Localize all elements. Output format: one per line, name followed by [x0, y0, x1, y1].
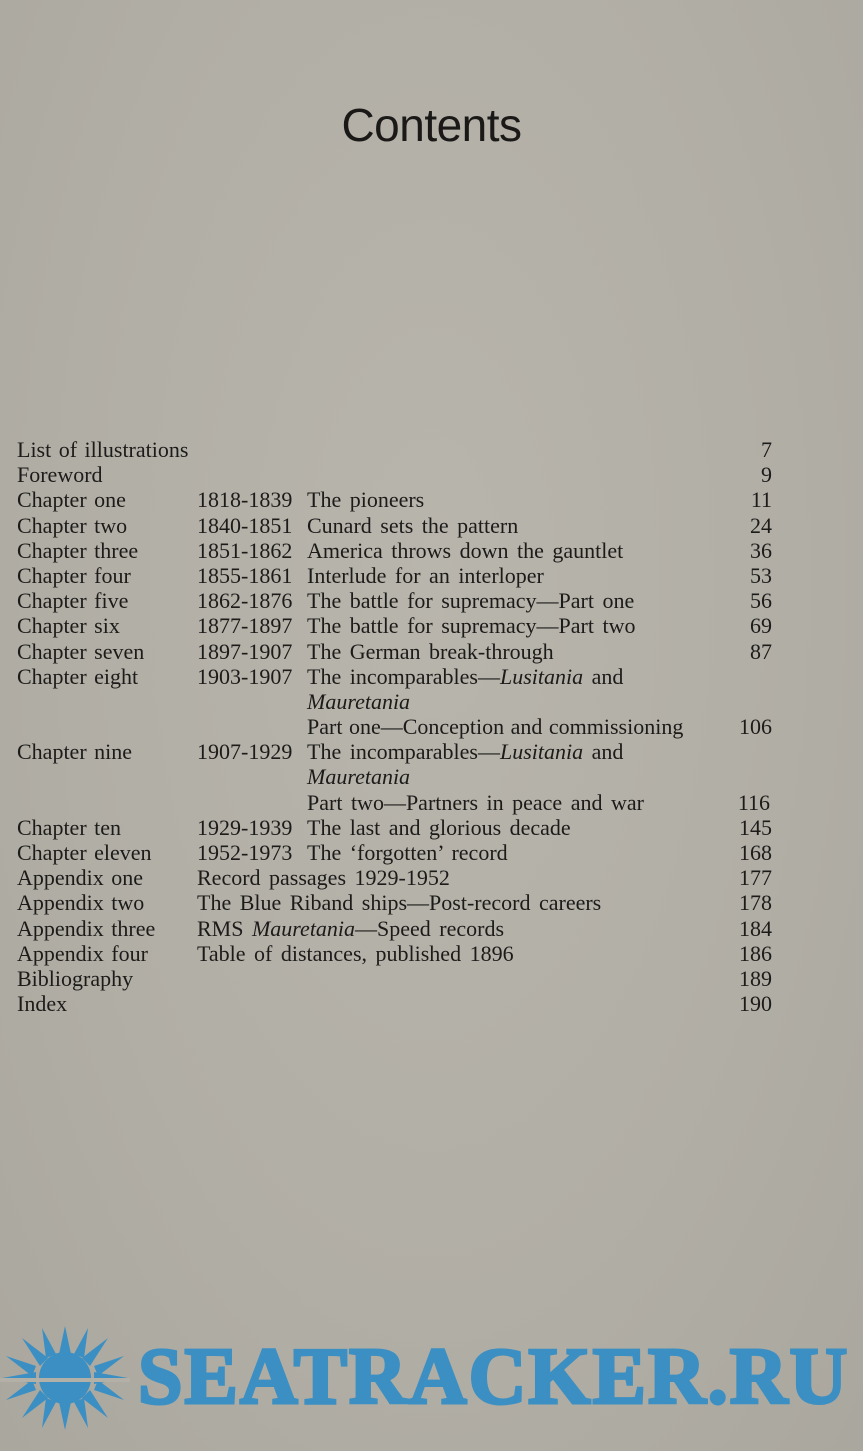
entry-years: 1862-1876	[197, 588, 293, 614]
entry-subtitle: Part one—Conception and commissioning	[307, 714, 684, 740]
entry-title-text: The incomparables—	[307, 739, 500, 765]
watermark	[0, 1320, 863, 1430]
entry-title-ship: Mauretania	[251, 915, 356, 941]
entry-title: Record passages 1929-1952	[197, 865, 450, 891]
toc-entry-chapter-six[interactable]	[17, 613, 772, 638]
entry-page: 53	[750, 562, 772, 588]
entry-label: Appendix three	[17, 915, 156, 941]
entry-page: 186	[739, 940, 772, 966]
toc-entry-appendix-three[interactable]	[17, 916, 772, 941]
toc-entry-foreword[interactable]	[17, 462, 772, 487]
entry-title: The ‘forgotten’ record	[307, 840, 508, 866]
entry-page: 56	[750, 588, 772, 614]
toc-entry-chapter-seven[interactable]	[17, 639, 772, 664]
entry-page: 168	[739, 840, 772, 866]
entry-years: 1903-1907	[197, 663, 293, 689]
entry-label: Appendix one	[17, 865, 144, 891]
entry-title-ship: Mauretania	[307, 688, 411, 714]
entry-title	[197, 916, 504, 941]
toc-entry-chapter-two[interactable]	[17, 513, 772, 538]
entry-years: 1929-1939	[197, 814, 293, 840]
entry-label: Chapter eight	[17, 663, 139, 689]
sun-logo-icon	[0, 1320, 130, 1430]
entry-page: 106	[739, 714, 772, 740]
entry-label: Chapter seven	[17, 638, 145, 664]
entry-label: Chapter two	[17, 512, 128, 538]
entry-title-text: and	[583, 739, 624, 765]
entry-title: The pioneers	[307, 487, 425, 513]
toc-entry-chapter-ten[interactable]	[17, 815, 772, 840]
entry-label: Chapter eleven	[17, 840, 152, 866]
entry-label: Chapter five	[17, 588, 129, 614]
entry-label: Bibliography	[17, 966, 134, 991]
entry-title: America throws down the gauntlet	[307, 537, 624, 563]
toc-entry-appendix-two[interactable]	[17, 890, 772, 915]
entry-label: Appendix four	[17, 940, 148, 966]
entry-label: Chapter six	[17, 613, 120, 639]
table-of-contents	[17, 437, 772, 1016]
entry-title-ship: Lusitania	[500, 739, 584, 765]
entry-title	[307, 664, 623, 689]
entry-title: The last and glorious decade	[307, 814, 571, 840]
page-title: Contents	[341, 99, 522, 151]
entry-label: Chapter four	[17, 562, 131, 588]
entry-page: 36	[750, 537, 772, 563]
entry-page: 178	[739, 890, 772, 916]
entry-title: Table of distances, published 1896	[197, 940, 514, 966]
entry-title	[307, 739, 623, 764]
entry-label: Foreword	[17, 462, 103, 488]
entry-title: The battle for supremacy—Part one	[307, 588, 635, 614]
toc-entry-chapter-eleven[interactable]	[17, 840, 772, 865]
entry-page: 189	[739, 966, 772, 991]
entry-page: 145	[739, 814, 772, 840]
entry-years: 1952-1973	[197, 840, 293, 866]
entry-label: Chapter ten	[17, 814, 122, 840]
entry-subtitle: Part two—Partners in peace and war	[307, 789, 644, 815]
entry-years: 1855-1861	[197, 562, 293, 588]
watermark-text: SEATRACKER.RU	[138, 1333, 850, 1421]
toc-entry-chapter-four[interactable]	[17, 563, 772, 588]
entry-page: 190	[739, 991, 772, 1017]
entry-page: 116	[737, 789, 770, 815]
entry-years: 1851-1862	[197, 537, 293, 563]
toc-entry-chapter-nine[interactable]	[17, 739, 772, 815]
toc-entry-bibliography[interactable]	[17, 966, 772, 991]
entry-page: 7	[761, 437, 772, 462]
entry-title-text: The incomparables—	[307, 663, 500, 689]
entry-label: List of illustrations	[17, 437, 189, 462]
entry-title-text: RMS	[197, 915, 252, 941]
entry-title: Cunard sets the pattern	[307, 512, 519, 538]
entry-page: 9	[761, 462, 772, 488]
toc-entry-chapter-three[interactable]	[17, 538, 772, 563]
toc-entry-appendix-one[interactable]	[17, 865, 772, 890]
entry-page: 87	[750, 638, 772, 664]
entry-label: Index	[17, 991, 68, 1017]
entry-title: The Blue Riband ships—Post-record careers	[197, 890, 602, 916]
entry-title: The battle for supremacy—Part two	[307, 613, 636, 639]
entry-years: 1897-1907	[197, 638, 293, 664]
entry-title-text: and	[583, 663, 624, 689]
toc-entry-chapter-one[interactable]	[17, 487, 772, 512]
entry-label: Chapter nine	[17, 739, 133, 765]
entry-years: 1877-1897	[197, 613, 293, 639]
entry-page: 184	[739, 915, 772, 941]
entry-years: 1840-1851	[197, 512, 293, 538]
entry-label: Chapter one	[17, 487, 126, 513]
toc-entry-list-of-illustrations[interactable]	[17, 437, 772, 462]
entry-years: 1907-1929	[197, 739, 293, 765]
entry-page: 69	[750, 613, 772, 639]
entry-years: 1818-1839	[197, 487, 293, 513]
entry-page: 11	[750, 487, 772, 513]
entry-title: Interlude for an interloper	[307, 562, 544, 588]
toc-entry-chapter-eight[interactable]	[17, 664, 772, 740]
toc-entry-appendix-four[interactable]	[17, 941, 772, 966]
entry-page: 24	[750, 512, 772, 538]
toc-entry-index[interactable]	[17, 991, 772, 1016]
entry-title-text: —Speed records	[355, 915, 505, 941]
entry-title-ship: Lusitania	[500, 663, 584, 689]
entry-title-ship: Mauretania	[307, 764, 411, 790]
entry-title: The German break-through	[307, 638, 554, 664]
entry-label: Appendix two	[17, 890, 145, 916]
toc-entry-chapter-five[interactable]	[17, 588, 772, 613]
entry-label: Chapter three	[17, 537, 139, 563]
entry-page: 177	[739, 865, 772, 891]
